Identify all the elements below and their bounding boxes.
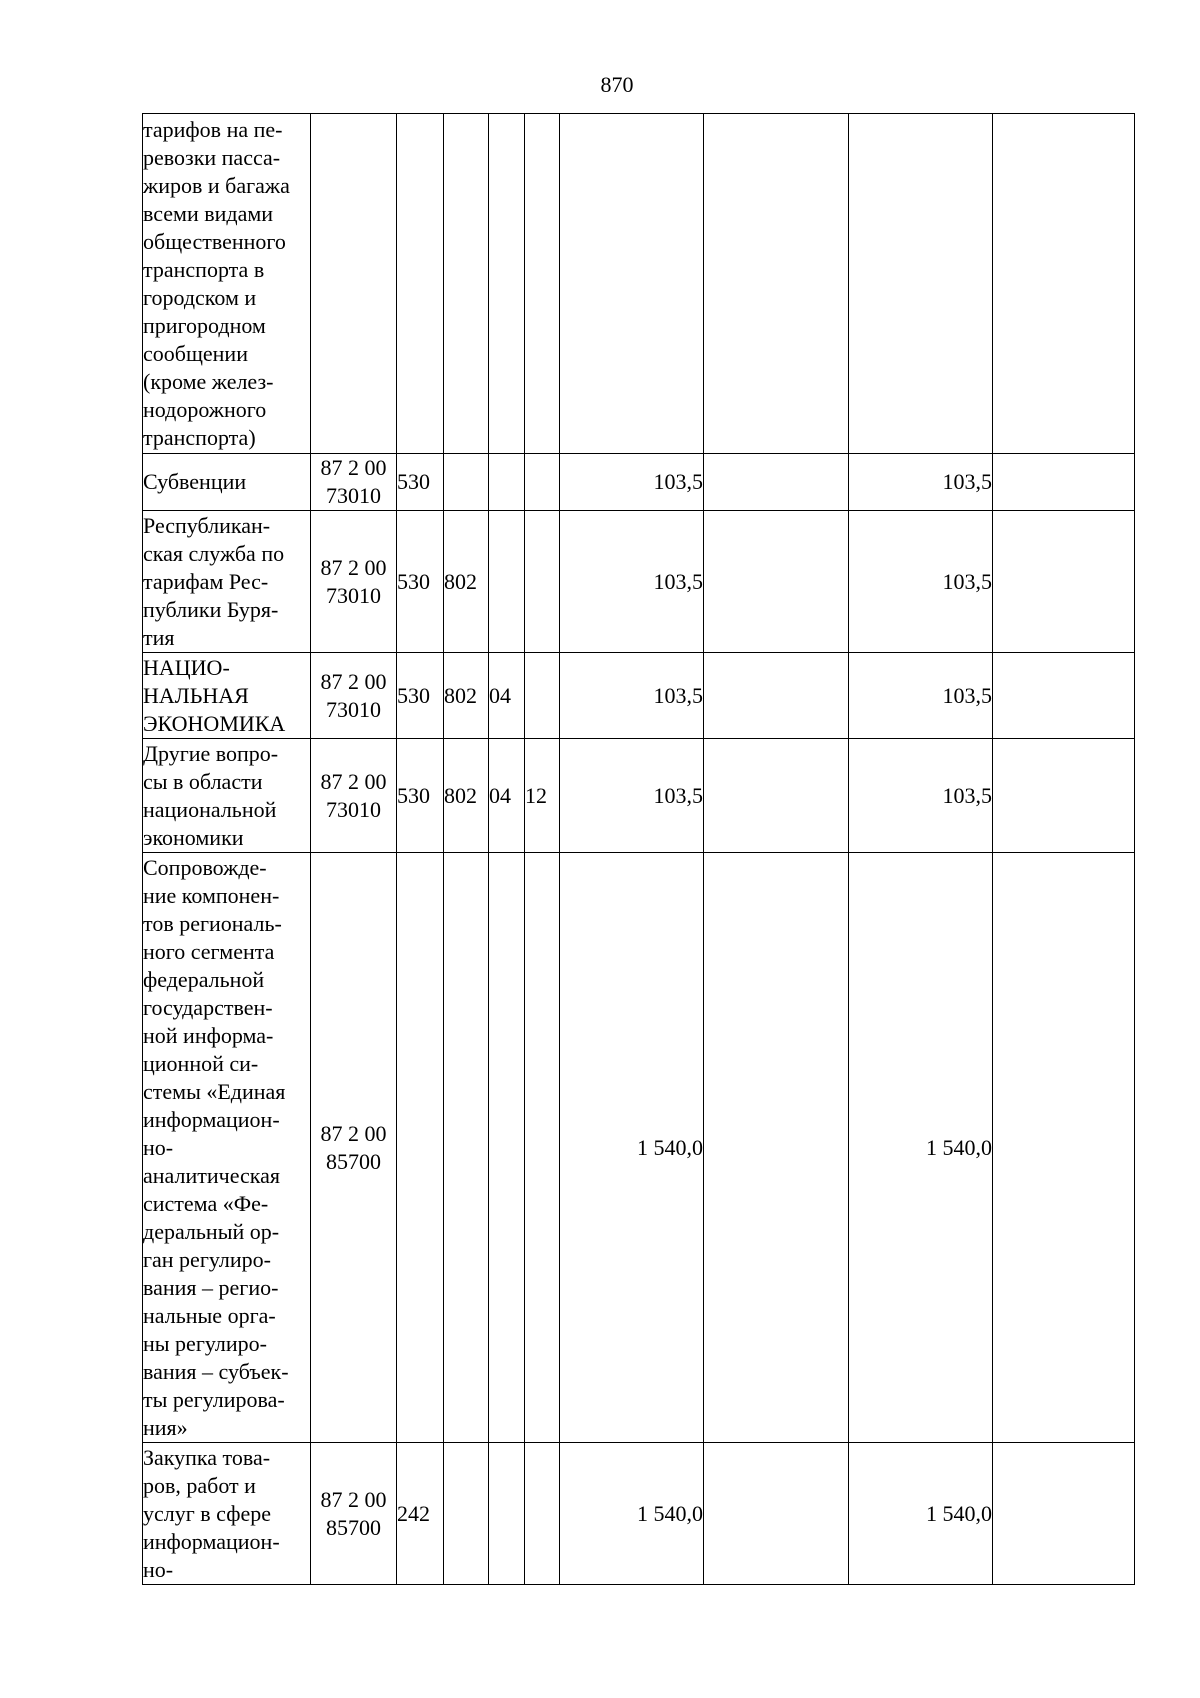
code-line: 73010 [326,696,381,722]
amount-cell [704,653,849,739]
table-row [143,653,1135,739]
amount-cell [993,114,1135,454]
expense-type-cell: 530 [397,653,444,739]
subsection-code-cell [525,1443,560,1585]
code-line: 87 2 00 [320,1486,387,1512]
table-row [143,1443,1135,1585]
subsection-code-cell [525,454,560,511]
amount-cell [993,454,1135,511]
section-code-cell [489,853,525,1443]
row-description: НАЦИО- НАЛЬНАЯ ЭКОНОМИКА [143,653,311,739]
section-code-cell [489,511,525,653]
code-line: 87 2 00 [320,455,387,480]
amount-cell [704,1443,849,1585]
row-description: Сопровожде- ние компонен- тов региональ- ного сегмента федеральной государствен- ной информа- ционной си- стемы «Единая информацион- но- аналитическая система «Фе- деральный ор- ган регулиро- вания – регио- нальные орга- ны регулиро- вания – субъек- ты регулирова- ния» [143,853,311,1443]
row-description: Республикан- ская служба по тарифам Рес- публики Буря- тия [143,511,311,653]
section-code-cell [489,114,525,454]
amount-cell: 103,5 [849,454,993,511]
expense-type-cell: 530 [397,511,444,653]
section-code-cell [489,1443,525,1585]
amount-cell [704,454,849,511]
code-line: 87 2 00 [320,554,387,580]
expense-type-cell: 242 [397,1443,444,1585]
amount-cell [704,853,849,1443]
row-description: Закупка това- ров, работ и услуг в сфере информацион- но- [143,1443,311,1585]
target-article-code [311,1443,397,1585]
ministry-code-cell [444,454,489,511]
amount-cell [993,1443,1135,1585]
ministry-code-cell: 802 [444,511,489,653]
amount-cell: 1 540,0 [560,853,704,1443]
code-line: 87 2 00 [320,668,387,694]
amount-cell: 103,5 [560,511,704,653]
amount-cell [849,114,993,454]
code-line: 87 2 00 [320,768,387,794]
target-article-code [311,114,397,454]
ministry-code-cell [444,1443,489,1585]
expense-type-cell: 530 [397,739,444,853]
subsection-code-cell: 12 [525,739,560,853]
section-code-cell: 04 [489,653,525,739]
table-row [143,739,1135,853]
ministry-code-cell [444,114,489,454]
amount-cell [993,739,1135,853]
budget-table [142,113,1135,1585]
target-article-code [311,853,397,1443]
table-row [143,853,1135,1443]
code-line: 73010 [326,582,381,608]
amount-cell: 103,5 [849,739,993,853]
table-row [143,454,1135,511]
amount-cell: 1 540,0 [849,853,993,1443]
subsection-code-cell [525,114,560,454]
ministry-code-cell: 802 [444,653,489,739]
target-article-code [311,739,397,853]
row-description: Субвенции [143,454,311,511]
amount-cell [704,739,849,853]
code-line: 73010 [326,796,381,822]
section-code-cell [489,454,525,511]
amount-cell [993,853,1135,1443]
ministry-code-cell: 802 [444,739,489,853]
code-line: 85700 [326,1514,381,1540]
target-article-code [311,454,397,511]
amount-cell: 103,5 [849,511,993,653]
amount-cell [704,511,849,653]
amount-cell: 103,5 [849,653,993,739]
amount-cell [560,114,704,454]
expense-type-cell [397,853,444,1443]
amount-cell [993,511,1135,653]
subsection-code-cell [525,653,560,739]
amount-cell: 103,5 [560,739,704,853]
code-line: 73010 [326,483,381,508]
table-row [143,114,1135,454]
section-code-cell: 04 [489,739,525,853]
amount-cell: 1 540,0 [560,1443,704,1585]
subsection-code-cell [525,511,560,653]
target-article-code [311,653,397,739]
expense-type-cell: 530 [397,454,444,511]
target-article-code [311,511,397,653]
table-row [143,511,1135,653]
amount-cell: 103,5 [560,454,704,511]
amount-cell: 1 540,0 [849,1443,993,1585]
amount-cell: 103,5 [560,653,704,739]
subsection-code-cell [525,853,560,1443]
code-line: 85700 [326,1148,381,1174]
code-line: 87 2 00 [320,1120,387,1146]
row-description: Другие вопро- сы в области национальной экономики [143,739,311,853]
ministry-code-cell [444,853,489,1443]
expense-type-cell [397,114,444,454]
amount-cell [704,114,849,454]
page-number: 870 [600,72,634,97]
row-description: тарифов на пе- ревозки пасса- жиров и багажа всеми видами общественного транспорта в городском и пригородном сообщении (кроме желез- нодорожного транспорта) [143,114,311,454]
amount-cell [993,653,1135,739]
